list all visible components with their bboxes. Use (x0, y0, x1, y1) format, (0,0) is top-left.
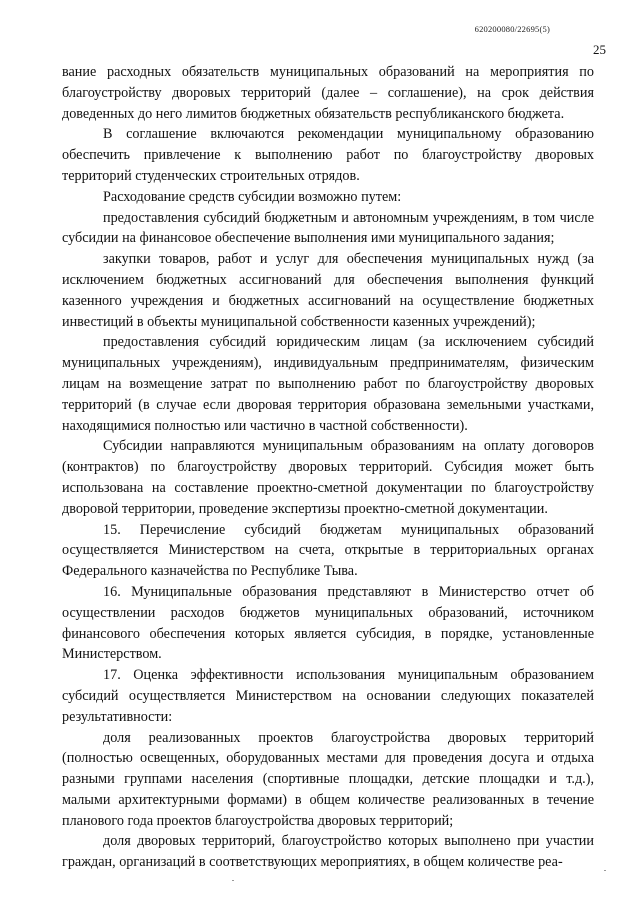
paragraph: вание расходных обязательств муниципальных образований на мероприятия по благоустройству дворовых территорий (далее – соглашение), на срок действия доведенных до него лимитов бюджетных обязательств республиканского бюджета. (62, 64, 594, 122)
scan-artifact (604, 870, 606, 871)
numbered-paragraph: 17. Оценка эффективности использования муниципальным образованием субсидий осуществляется Министерством на основании следующих показателей результативности: (62, 667, 594, 725)
list-item-paragraph: закупки товаров, работ и услуг для обеспечения муниципальных нужд (за исключением бюджетных ассигнований для обеспечения выполнения функций казенного учреждения и бюджетных ассигнований на осуществление бюджетных инвестиций в объекты муниципальной собственности казенных учреждений); (62, 251, 594, 330)
list-item-paragraph: предоставления субсидий бюджетным и автономным учреждениям, в том числе субсидии на финансовое обеспечение выполнения ими муниципального задания; (62, 209, 594, 247)
list-item-paragraph: предоставления субсидий юридическим лицам (за исключением субсидий муниципальных учреждениям), индивидуальным предпринимателям, физическим лицам на возмещение затрат по выполнению работ по благоустройству дворовых территорий (в случае если дворовая территория образована земельными участками, находящимися полностью или частично в частной собственности). (62, 334, 594, 434)
paragraph: В соглашение включаются рекомендации муниципальному образованию обеспечить привлечение к выполнению работ по благоустройству дворовых территорий студенческих строительных отрядов. (62, 126, 594, 184)
document-registration-number: 620200080/22695(5) (474, 24, 550, 34)
paragraph: Расходование средств субсидии возможно путем: (103, 188, 402, 205)
page-number: 25 (593, 42, 606, 57)
document-body (62, 62, 594, 873)
list-item-paragraph: доля реализованных проектов благоустройства дворовых территорий (полностью освещенных, оборудованных местами для проведения досуга и отдыха разными группами населения (спортивные площадки, детские площадки и т.д.), малыми архитектурными формами) в общем количестве реализованных в течение планового года проектов благоустройства дворовых территорий; (62, 729, 594, 829)
numbered-paragraph: 15. Перечисление субсидий бюджетам муниципальных образований осуществляется Министерством на счета, открытые в территориальных органах Федерального казначейства по Республике Тыва. (62, 521, 594, 580)
numbered-paragraph: 16. Муниципальные образования представляют в Министерство отчет об осуществлении расходов бюджетов муниципальных образований, источником финансового обеспечения которых является субсидия, в порядке, установленные Министерством. (62, 583, 594, 663)
scan-artifact (232, 880, 234, 881)
list-item-paragraph: доля дворовых территорий, благоустройство которых выполнено при участии граждан, организаций в соответствующих мероприятиях, в общем количестве реа- (62, 833, 594, 871)
paragraph: Субсидии направляются муниципальным образованиям на оплату договоров (контрактов) по благоустройству дворовых территорий. Субсидия может быть использована на составление проектно-сметной документации по благоустройству дворовой территории, проведение экспертизы проектно-сметной документации. (62, 438, 594, 517)
